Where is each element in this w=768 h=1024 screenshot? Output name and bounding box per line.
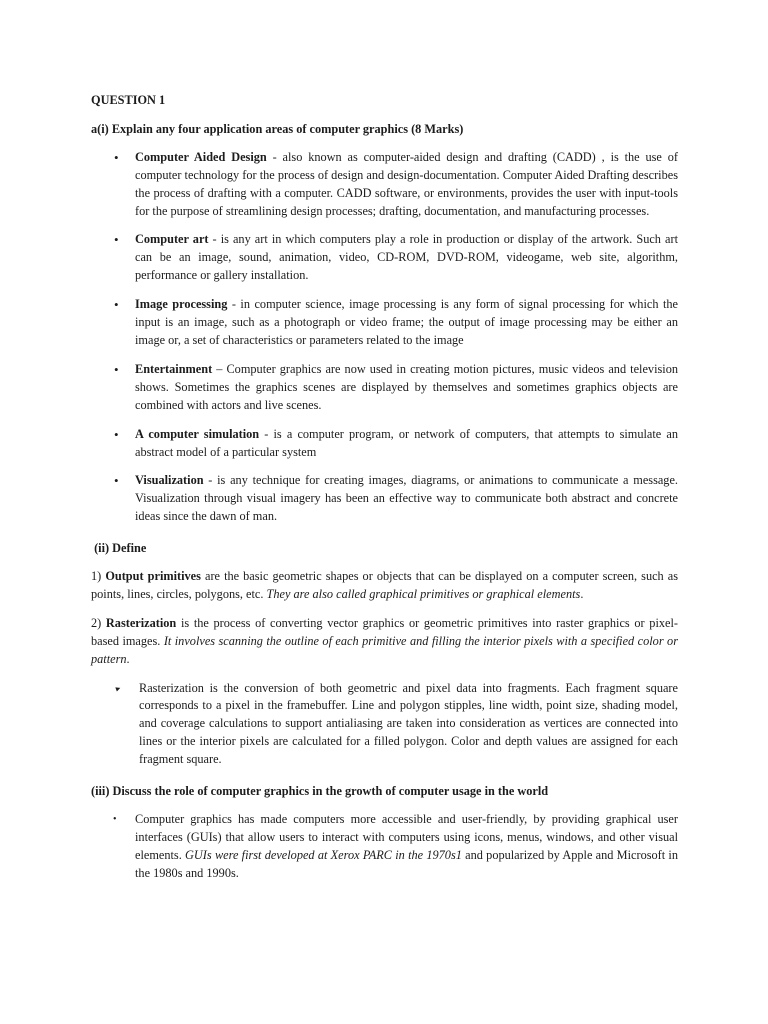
list-item	[135, 811, 678, 883]
definition-text: - is a computer program, or network of computers, that attempts to simulate an abstract model of a particular system	[135, 426, 678, 459]
list-item	[135, 296, 678, 350]
document-page	[91, 92, 678, 897]
definition-text: is the process of converting vector graphics or geometric primitives into raster graphics or pixel-based images.	[91, 615, 678, 648]
bullet-italic: GUIs were first developed at Xerox PARC in the 1970s1	[185, 847, 462, 862]
computer-usage-list	[91, 811, 678, 883]
part-ii-heading: (ii) Define	[91, 541, 147, 556]
definition-end: .	[580, 586, 584, 601]
definition-number: 2)	[91, 615, 106, 630]
bullet-end: and popularized by Apple and Microsoft in the 1980s and 1990s.	[135, 847, 679, 880]
definition-text: - is any art in which computers play a role in production or display of the artwork. Such art can be an image, sound, animation, video, CD-ROM, DVD-ROM, videogame, web site, algorithm, performance or gallery installation.	[135, 232, 678, 283]
part-a-heading: a(i) Explain any four application areas of computer graphics (8 Marks)	[91, 121, 464, 136]
definition-text: - is any technique for creating images, diagrams, or animations to communicate a message. Visualization through visual imagery has been an effective way to communicate both abstract and concrete ideas since the dawn of man.	[135, 473, 678, 524]
part-iii-heading: (iii) Discuss the role of computer graphics in the growth of computer usage in the world	[91, 784, 549, 799]
definition-text: are the basic geometric shapes or objects that can be displayed on a computer screen, such as points, lines, circles, polygons, etc.	[91, 569, 679, 601]
term-simulation: A computer simulation	[135, 426, 260, 441]
definition-text: – Computer graphics are now used in creating motion pictures, music videos and television shows. Sometimes the graphics scenes are displayed by themselves and sometimes graphics objects are combined with actors and live scenes.	[135, 361, 678, 412]
list-item: ▸ Rasterization is the conversion of both geometric and pixel data into fragments. Each fragment square corresponds to a pixel in the framebuffer. Line and polygon stipples, line width, point size, shading model, and coverage calculations to support antialiasing are taken into consideration as vertices are connected into lines or the interior pixels are calculated for a filled polygon. Color and depth values are assigned for each fragment square.	[139, 680, 678, 770]
definition-output-primitives	[91, 568, 678, 604]
definition-number: 1)	[91, 569, 106, 584]
list-item	[135, 426, 678, 462]
question-heading: QUESTION 1	[91, 93, 166, 107]
term-image-processing: Image processing	[135, 297, 228, 312]
term-entertainment: Entertainment	[135, 361, 213, 376]
application-areas-list	[91, 149, 678, 526]
term-cad: Computer Aided Design	[135, 149, 267, 164]
list-item	[135, 472, 678, 526]
term-computer-art: Computer art	[135, 232, 209, 247]
definition-text: - also known as computer-aided design and drafting (CADD) , is the use of computer technology for the process of design and design-documentation. Computer Aided Drafting describes the process of drafting with a computer. CADD software, or environments, provides the user with input-tools for the purpose of streamlining design processes; drafting, documentation, and manufacturing processes.	[135, 149, 678, 218]
term-rasterization: Rasterization	[105, 615, 177, 630]
definition-text: - in computer science, image processing is any form of signal processing for which the input is an image, such as a photograph or video frame; the output of image processing may be either an image or, a set of characteristics or parameters related to the image	[135, 297, 678, 347]
list-item	[135, 149, 678, 221]
bullet-text: Computer graphics has made computers more accessible and user-friendly, by providing graphical user interfaces (GUIs) that allow users to interact with computers using icons, menus, windows, and other visual elements.	[135, 812, 678, 862]
definition-end: .	[126, 651, 130, 666]
term-output-primitives: Output primitives	[105, 569, 201, 584]
definition-italic: They are also called graphical primitives or graphical elements	[266, 586, 581, 601]
term-visualization: Visualization	[135, 473, 204, 488]
rasterization-list	[91, 680, 678, 770]
definition-italic: It involves scanning the outline of each primitive and filling the interior pixels with a specified color or pattern	[91, 633, 678, 666]
definition-rasterization	[91, 615, 678, 669]
list-item	[135, 361, 678, 415]
list-item	[135, 231, 678, 285]
